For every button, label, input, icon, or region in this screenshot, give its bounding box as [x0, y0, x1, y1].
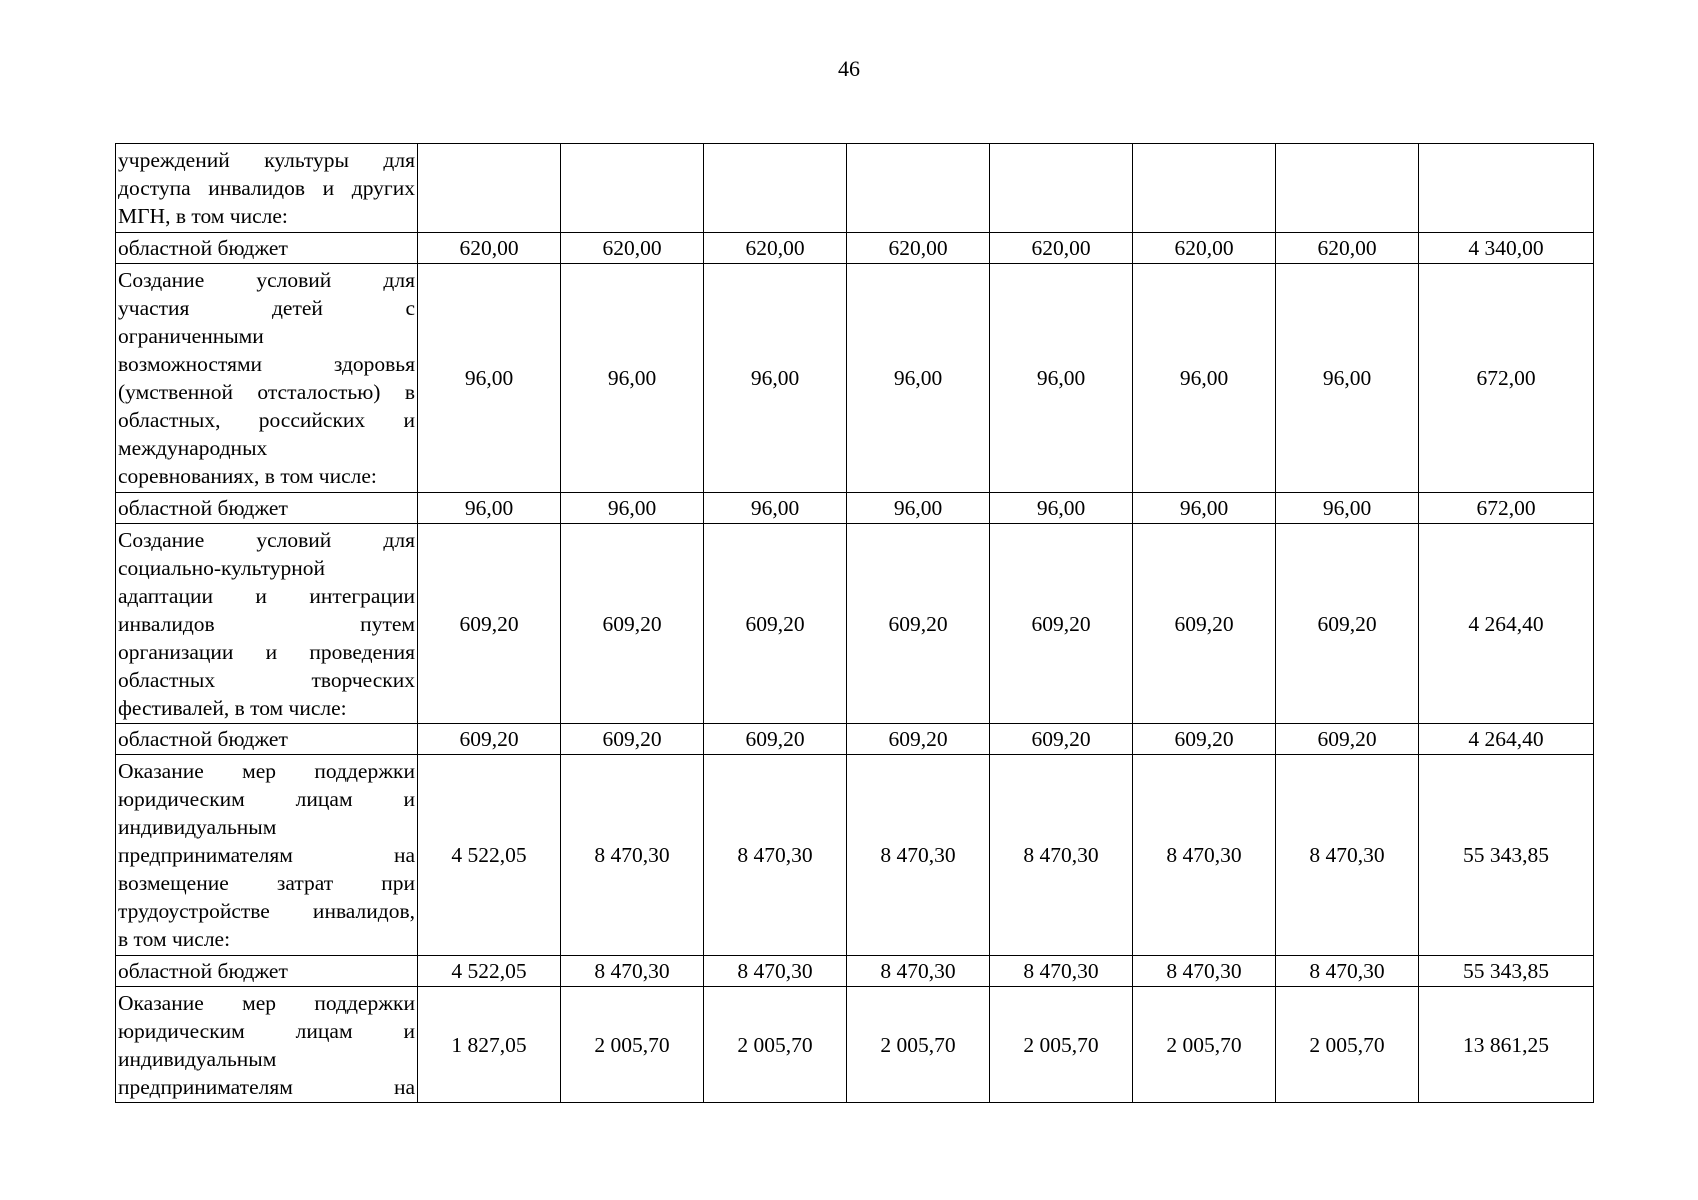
value-cell: 609,20: [1276, 524, 1419, 724]
table-row: [116, 956, 1594, 987]
label-line: социально-культурной: [118, 555, 326, 580]
value-cell: 2 005,70: [1133, 987, 1276, 1103]
value-cell: 609,20: [847, 524, 990, 724]
value-cell: 8 470,30: [704, 956, 847, 987]
value-cell: 8 470,30: [847, 956, 990, 987]
value-cell: 96,00: [990, 493, 1133, 524]
label-line: областной бюджет: [118, 959, 288, 983]
value-cell: 8 470,30: [704, 755, 847, 956]
row-label: [116, 956, 418, 987]
page-number: 46: [838, 56, 860, 81]
value-cell: 96,00: [1133, 264, 1276, 493]
value-cell: 620,00: [847, 233, 990, 264]
row-label: [116, 144, 418, 233]
value-cell: 620,00: [1133, 233, 1276, 264]
label-line: возможностями здоровья: [118, 352, 415, 376]
value-cell: 609,20: [704, 724, 847, 755]
value-cell: 2 005,70: [704, 987, 847, 1103]
row-label: [116, 724, 418, 755]
label-line: юридическим лицам и: [118, 1018, 415, 1043]
value-cell: [990, 144, 1133, 233]
value-cell: 609,20: [1276, 724, 1419, 755]
label-line: Оказание мер поддержки: [118, 990, 415, 1015]
value-cell: 8 470,30: [561, 755, 704, 956]
value-cell: 96,00: [418, 493, 561, 524]
total-cell: 4 264,40: [1419, 524, 1594, 724]
label-line: областных творческих: [118, 667, 415, 692]
value-cell: [847, 144, 990, 233]
label-line: в том числе:: [118, 927, 231, 951]
total-cell: 4 264,40: [1419, 724, 1594, 755]
label-line: доступа инвалидов и других: [118, 176, 415, 200]
table-row: [116, 524, 1594, 724]
label-line: адаптации и интеграции: [118, 583, 415, 608]
label-line: участия детей с: [118, 296, 415, 320]
value-cell: 96,00: [418, 264, 561, 493]
label-line: областной бюджет: [118, 236, 288, 260]
value-cell: 609,20: [1133, 524, 1276, 724]
value-cell: 8 470,30: [990, 956, 1133, 987]
label-line: юридическим лицам и: [118, 787, 415, 811]
label-line: международных: [118, 436, 268, 460]
value-cell: 4 522,05: [418, 755, 561, 956]
value-cell: 609,20: [1133, 724, 1276, 755]
label-line: соревнованиях, в том числе:: [118, 464, 377, 488]
row-label: [116, 524, 418, 724]
label-line: индивидуальным: [118, 1046, 277, 1071]
value-cell: 96,00: [561, 264, 704, 493]
value-cell: 8 470,30: [1133, 755, 1276, 956]
budget-table: [115, 143, 1594, 1103]
table-row: [116, 724, 1594, 755]
value-cell: 96,00: [1133, 493, 1276, 524]
table-row: [116, 755, 1594, 956]
value-cell: 609,20: [418, 724, 561, 755]
label-line: областных, российских и: [118, 408, 415, 432]
table-row: [116, 233, 1594, 264]
label-line: (умственной отсталостью) в: [118, 380, 415, 404]
value-cell: 8 470,30: [1133, 956, 1276, 987]
value-cell: 609,20: [990, 724, 1133, 755]
value-cell: [704, 144, 847, 233]
value-cell: 2 005,70: [1276, 987, 1419, 1103]
row-label: [116, 233, 418, 264]
total-cell: 55 343,85: [1419, 755, 1594, 956]
table-row: [116, 493, 1594, 524]
value-cell: 8 470,30: [990, 755, 1133, 956]
label-line: предпринимателям на: [118, 1074, 415, 1099]
label-line: трудоустройстве инвалидов,: [118, 899, 415, 923]
label-line: областной бюджет: [118, 496, 288, 520]
label-line: фестивалей, в том числе:: [118, 695, 347, 720]
total-cell: 672,00: [1419, 264, 1594, 493]
value-cell: 2 005,70: [847, 987, 990, 1103]
value-cell: 2 005,70: [561, 987, 704, 1103]
value-cell: 96,00: [561, 493, 704, 524]
total-cell: 55 343,85: [1419, 956, 1594, 987]
label-line: организации и проведения: [118, 639, 415, 664]
label-line: ограниченными: [118, 324, 264, 348]
label-line: учреждений культуры для: [118, 148, 415, 172]
table-row: [116, 987, 1594, 1103]
total-cell: 13 861,25: [1419, 987, 1594, 1103]
value-cell: [418, 144, 561, 233]
row-label: [116, 755, 418, 956]
value-cell: 8 470,30: [847, 755, 990, 956]
value-cell: 96,00: [704, 264, 847, 493]
value-cell: 609,20: [418, 524, 561, 724]
value-cell: [561, 144, 704, 233]
value-cell: 96,00: [704, 493, 847, 524]
value-cell: 96,00: [847, 493, 990, 524]
value-cell: 8 470,30: [1276, 956, 1419, 987]
value-cell: [1133, 144, 1276, 233]
total-cell: [1419, 144, 1594, 233]
label-line: Оказание мер поддержки: [118, 759, 415, 783]
value-cell: 96,00: [990, 264, 1133, 493]
value-cell: 96,00: [847, 264, 990, 493]
label-line: Создание условий для: [118, 527, 415, 552]
value-cell: 96,00: [1276, 493, 1419, 524]
total-cell: 672,00: [1419, 493, 1594, 524]
label-line: предпринимателям на: [118, 843, 415, 867]
label-line: инвалидов путем: [118, 611, 415, 636]
value-cell: 620,00: [990, 233, 1133, 264]
value-cell: 620,00: [418, 233, 561, 264]
value-cell: [1276, 144, 1419, 233]
table-row: [116, 264, 1594, 493]
label-line: МГН, в том числе:: [118, 204, 288, 228]
value-cell: 620,00: [704, 233, 847, 264]
value-cell: 4 522,05: [418, 956, 561, 987]
value-cell: 8 470,30: [561, 956, 704, 987]
value-cell: 620,00: [561, 233, 704, 264]
value-cell: 609,20: [847, 724, 990, 755]
table-row: [116, 144, 1594, 233]
value-cell: 96,00: [1276, 264, 1419, 493]
label-line: Создание условий для: [118, 268, 415, 292]
row-label: [116, 493, 418, 524]
total-cell: 4 340,00: [1419, 233, 1594, 264]
value-cell: 609,20: [704, 524, 847, 724]
value-cell: 8 470,30: [1276, 755, 1419, 956]
value-cell: 1 827,05: [418, 987, 561, 1103]
row-label: [116, 987, 418, 1103]
label-line: индивидуальным: [118, 815, 277, 839]
label-line: возмещение затрат при: [118, 871, 415, 895]
value-cell: 609,20: [990, 524, 1133, 724]
label-line: областной бюджет: [118, 727, 288, 751]
value-cell: 620,00: [1276, 233, 1419, 264]
value-cell: 609,20: [561, 524, 704, 724]
row-label: [116, 264, 418, 493]
value-cell: 2 005,70: [990, 987, 1133, 1103]
value-cell: 609,20: [561, 724, 704, 755]
